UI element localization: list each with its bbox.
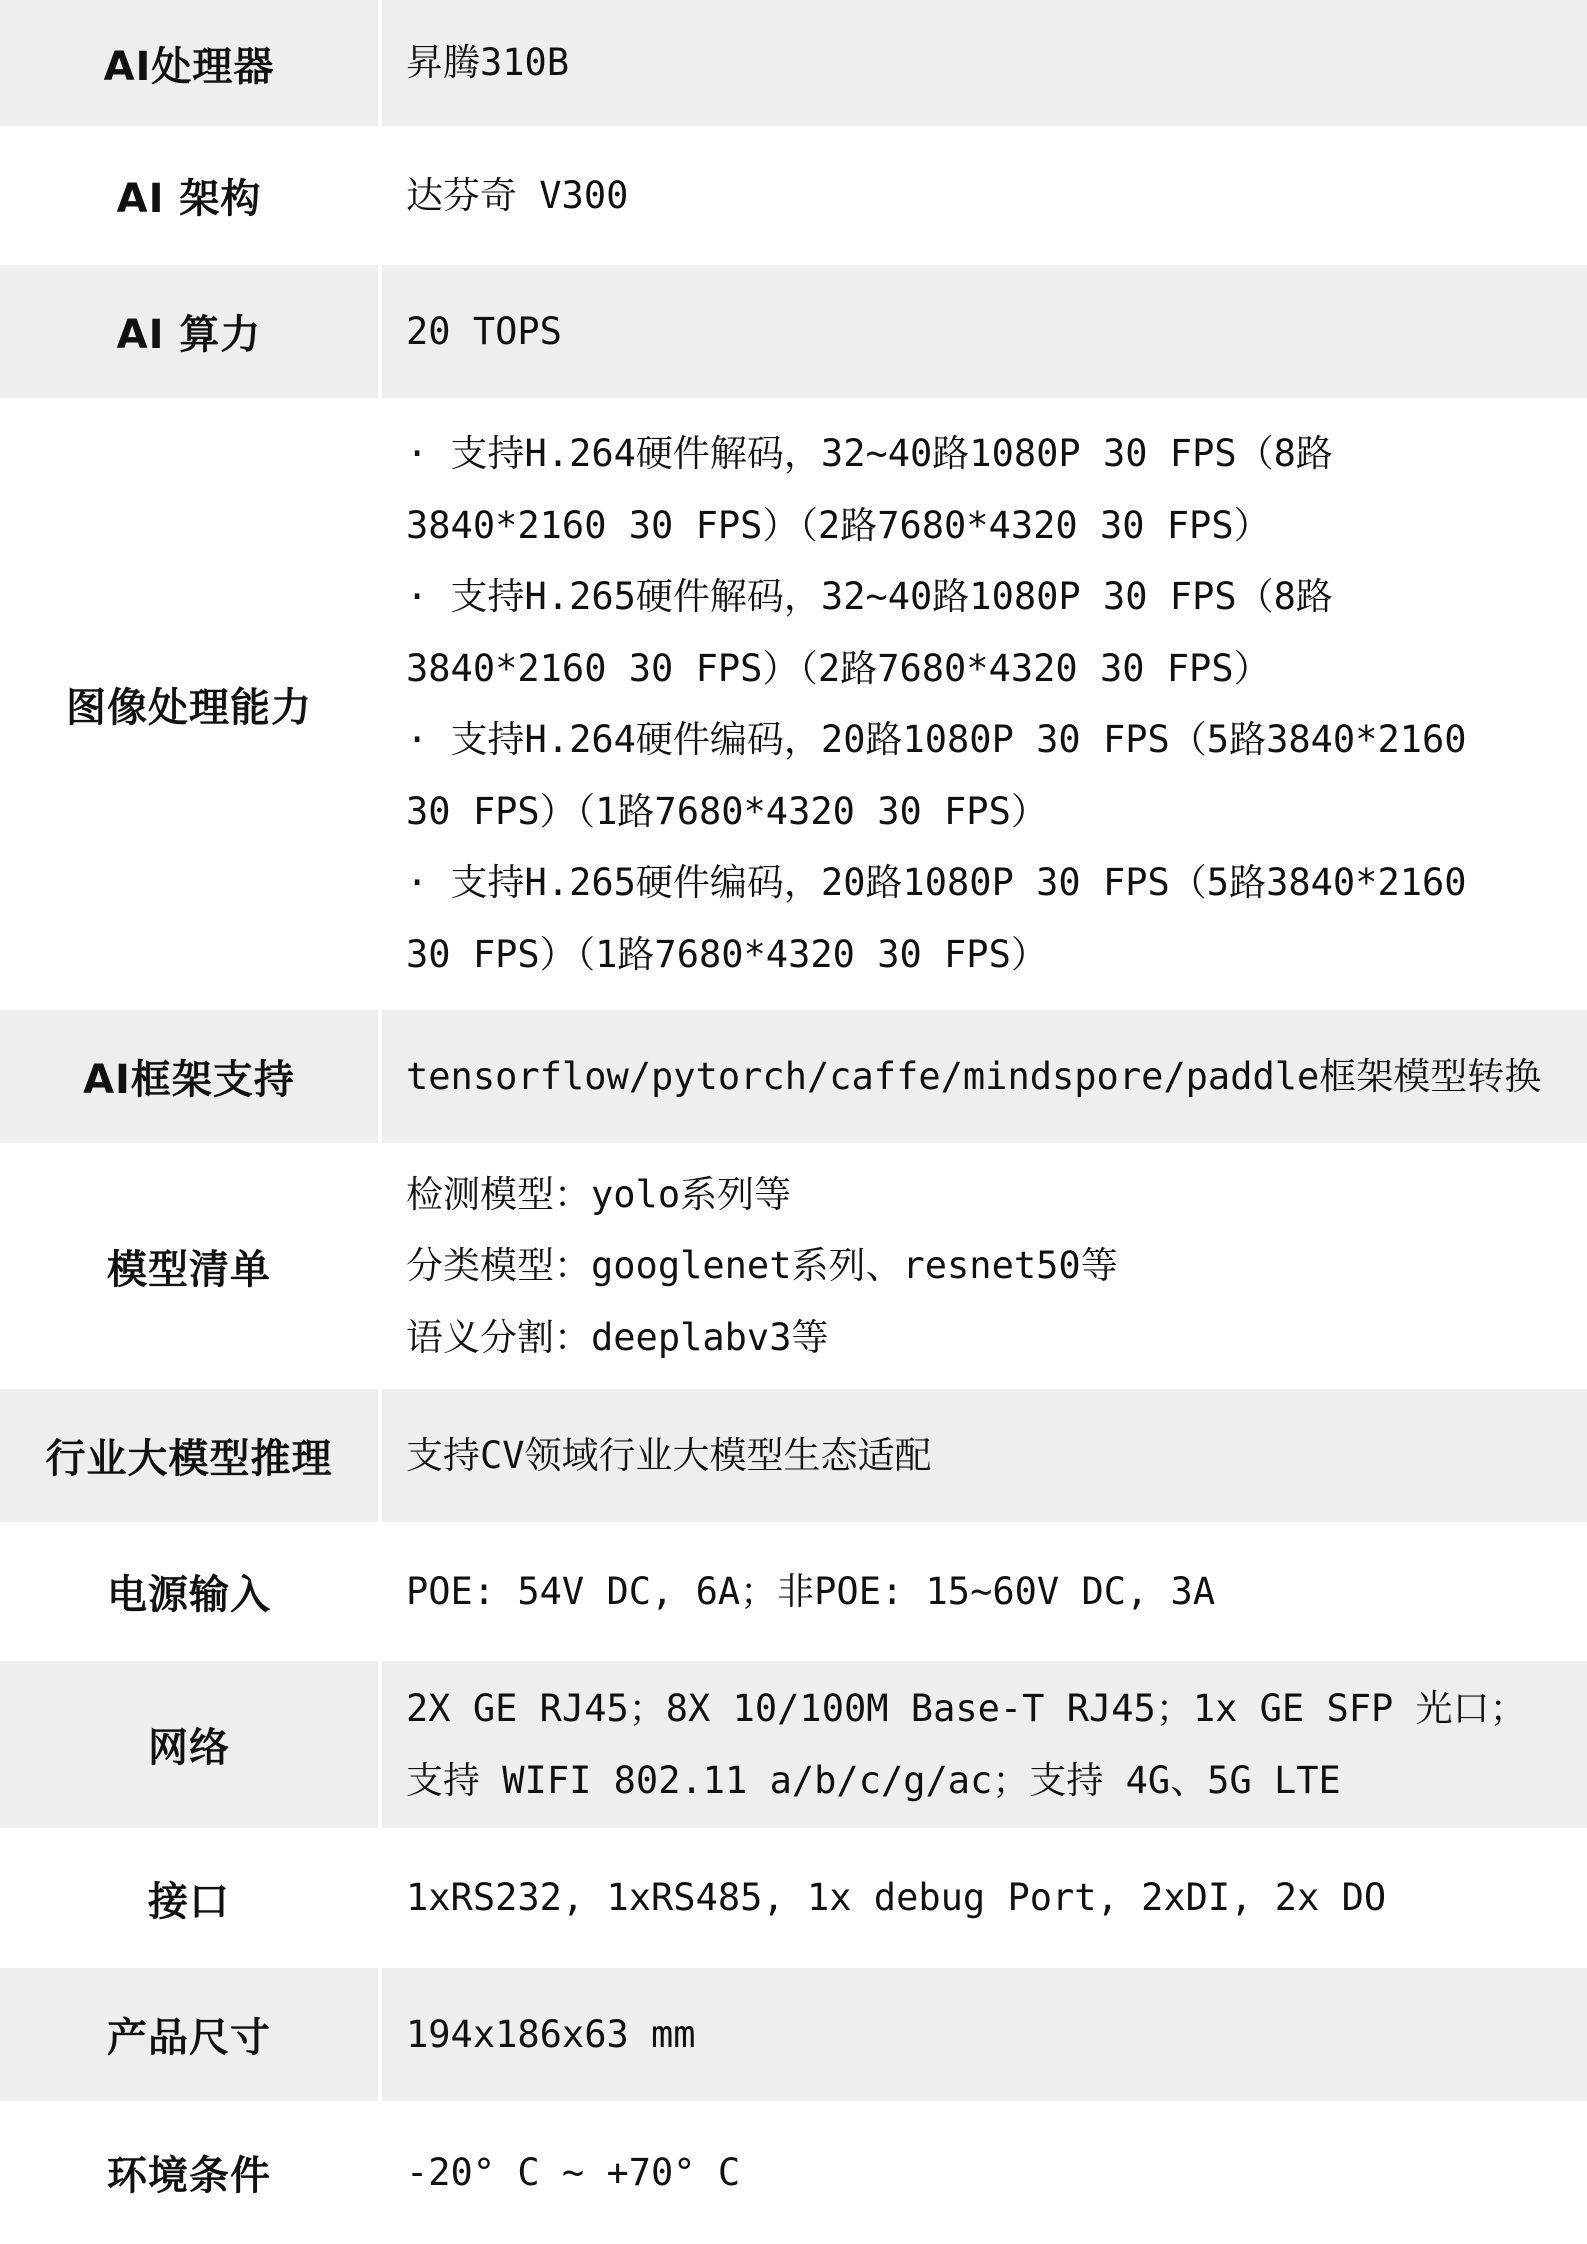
row-value	[382, 1968, 1587, 2101]
value-line: 20 TOPS	[406, 309, 562, 353]
value-line: · 支持H.264硬件编码，20路1080P 30 FPS（5路3840*2160	[406, 718, 1467, 761]
value-line: -20° C ~ +70° C	[406, 2150, 741, 2194]
value-line: 30 FPS）（1路7680*4320 30 FPS）	[406, 789, 1048, 833]
row-value	[382, 0, 1587, 126]
value-line: · 支持H.265硬件解码，32~40路1080P 30 FPS（8路	[406, 575, 1333, 618]
row-label: 产品尺寸	[0, 1968, 382, 2101]
row-network	[0, 1661, 1587, 1831]
value-line: 3840*2160 30 FPS）（2路7680*4320 30 FPS）	[406, 646, 1271, 690]
value-line: 1xRS232, 1xRS485, 1x debug Port, 2xDI, 2x DO	[406, 1876, 1387, 1920]
row-environment	[0, 2104, 1587, 2244]
row-value	[382, 1525, 1587, 1658]
value-line: 达芬奇 V300	[406, 173, 629, 217]
row-label: 接口	[0, 1831, 382, 1965]
row-value	[382, 1661, 1587, 1828]
value-line: 检测模型：yolo系列等	[406, 1172, 792, 1216]
row-interfaces	[0, 1831, 1587, 1968]
row-label: 行业大模型推理	[0, 1389, 382, 1522]
row-ai-compute	[0, 265, 1587, 401]
row-label: 网络	[0, 1661, 382, 1828]
row-ai-architecture	[0, 129, 1587, 265]
value-line: 2X GE RJ45；8X 10/100M Base-T RJ45；1x GE SFP 光口；	[406, 1687, 1527, 1730]
value-line: tensorflow/pytorch/caffe/mindspore/paddle框架模型转换	[406, 1054, 1542, 1098]
row-label: 图像处理能力	[0, 401, 382, 1007]
row-label: 电源输入	[0, 1525, 382, 1658]
row-label: 环境条件	[0, 2104, 382, 2241]
row-label: AI 架构	[0, 129, 382, 262]
row-value	[382, 401, 1587, 1007]
value-line: 194x186x63 mm	[406, 2012, 696, 2056]
row-ai-processor	[0, 0, 1587, 129]
row-label: AI框架支持	[0, 1010, 382, 1143]
value-line: 语义分割：deeplabv3等	[406, 1315, 829, 1359]
row-value	[382, 1389, 1587, 1522]
value-line: 支持CV领域行业大模型生态适配	[406, 1433, 932, 1477]
value-line: 30 FPS）（1路7680*4320 30 FPS）	[406, 932, 1048, 976]
row-label: AI 算力	[0, 265, 382, 398]
row-value	[382, 1146, 1587, 1386]
value-line: 3840*2160 30 FPS）（2路7680*4320 30 FPS）	[406, 503, 1271, 547]
value-line: 支持 WIFI 802.11 a/b/c/g/ac；支持 4G、5G LTE	[406, 1758, 1341, 1802]
row-value	[382, 1010, 1587, 1143]
value-line: POE: 54V DC, 6A；非POE: 15~60V DC, 3A	[406, 1569, 1216, 1613]
row-label: AI处理器	[0, 0, 382, 126]
value-line: 昇腾310B	[406, 41, 570, 85]
row-dimensions	[0, 1968, 1587, 2104]
row-image-processing	[0, 401, 1587, 1010]
row-ai-framework	[0, 1010, 1587, 1146]
value-line: · 支持H.264硬件解码，32~40路1080P 30 FPS（8路	[406, 432, 1333, 475]
value-line: 分类模型：googlenet系列、resnet50等	[406, 1244, 1118, 1288]
row-value	[382, 265, 1587, 398]
row-model-list	[0, 1146, 1587, 1389]
value-line: · 支持H.265硬件编码，20路1080P 30 FPS（5路3840*2160	[406, 861, 1467, 904]
row-value	[382, 129, 1587, 262]
row-power-input	[0, 1525, 1587, 1661]
row-label: 模型清单	[0, 1146, 382, 1386]
row-industry-model	[0, 1389, 1587, 1525]
row-value	[382, 2104, 1587, 2241]
row-value	[382, 1831, 1587, 1965]
